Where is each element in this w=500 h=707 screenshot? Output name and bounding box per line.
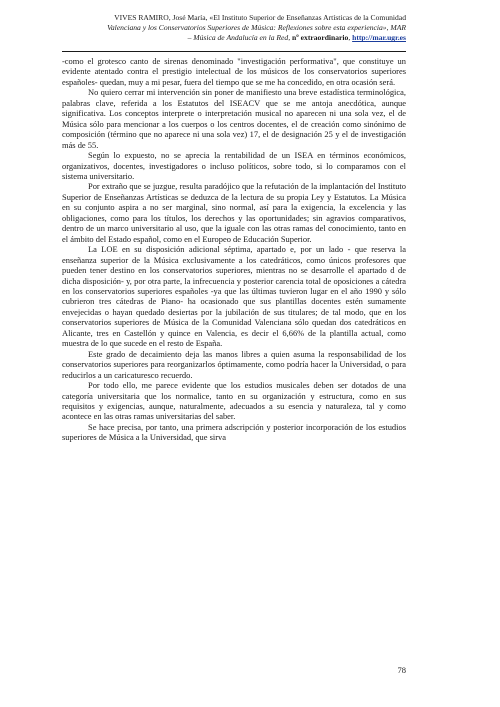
paragraph: La LOE en su disposición adicional séptima, apartado e, por un lado - que reserva la enseñanza superior de la Música exclusivamente a los catedráticos, como únicos profesores que pueden tener destino en los conservatorios superiores, mientras no se desarrolle el apartado d de dicha disposición- y, por otra parte, la infrecuencia y posterior carencia total de oposiciones a cátedra en los conservatorios superiores españoles -ya que las últimas tuvieron lugar en el año 1990 y sólo cubrieron tres cátedras de Piano- ha ocasionado que sus plantillas docentes estén sumamente envejecidas o hayan quedado desiertas por la jubilación de sus titulares; de tal modo, que en los conservatorios superiores de Música de la Comunidad Valenciana sólo quedan dos catedráticos en Alicante, tres en Castellón y quince en Valencia, es decir el 6,66% de la plantilla actual, como muestra de lo que sucede en el resto de España. (62, 244, 406, 349)
body-text (62, 56, 406, 443)
header-title-line (62, 23, 406, 33)
paragraph: -como el grotesco canto de sirenas denominado "investigación performativa", que constituye un evidente atentado contra el prestigio intelectual de los músicos de los conservatorios superiores españoles- quedan, muy a mi pesar, fuera del tiempo que se me ha concedido, en otra ocasión será. (62, 56, 406, 87)
header-journal-name: MAR (390, 23, 406, 33)
page-number: 78 (397, 665, 406, 675)
header-url-link[interactable]: http://mar.ugr.es (352, 33, 406, 43)
header-rule (62, 51, 406, 52)
running-header (62, 13, 406, 44)
header-citation-line1: VIVES RAMIRO, José María, «El Instituto Superior de Enseñanzas Artísticas de la Comunidad (114, 13, 406, 22)
paragraph: Este grado de decaimiento deja las manos libres a quien asuma la responsabilidad de los conservatorios superiores para reorganizarlos óptimamente, como podría hacer la Universidad, o para reducirlos a un caricaturesco recuerdo. (62, 348, 406, 380)
header-author-line (62, 13, 406, 23)
paragraph: No quiero cerrar mi intervención sin poner de manifiesto una breve estadística terminológica, palabras clave, referida a los Estatutos del ISEACV que se me antoja anecdótica, aunque significativa. Los conceptos interprete o interpretación musical no aparecen ni una sola vez, el de Música sólo para mencionar a los cuerpos o los centros docentes, el de creación como sinónimo de composición (término que no aparece ni una sola vez) 17, el de designación 25 y el de investigación más de 55. (62, 87, 406, 150)
paragraph: Se hace precisa, por tanto, una primera adscripción y posterior incorporación de los estudios superiores de Música a la Universidad, que sirva (62, 421, 406, 443)
header-citation-line2: Valenciana y los Conservatorios Superiores de Música: Reflexiones sobre esta experiencia», (107, 23, 391, 33)
paragraph: Por extraño que se juzgue, resulta paradójico que la refutación de la implantación del Instituto Superior de Enseñanzas Artísticas se deduzca de la lectura de su propia Ley y Estatutos. La Música en su conjunto aspira a no ser marginal, sino normal, así para la exigencia, la excelencia y las obligaciones, como para los títulos, los derechos y las oportunidades; sin agravios comparativos, dentro de un marco universitario al uso, que la iguale con las otras ramas del conocimiento, tanto en el ámbito del Estado español, como en el Europeo de Educación Superior. (62, 181, 406, 244)
header-issue: nº extraordinario (292, 33, 349, 43)
paragraph: Según lo expuesto, no se aprecia la rentabilidad de un ISEA en términos económicos, organizativos, docentes, investigadores o incluso políticos, sobre todo, si lo comparamos con el sistema universitario. (62, 150, 406, 181)
header-journal-line (62, 33, 406, 43)
header-journal-subtitle: – Música de Andalucía en la Red, (187, 33, 293, 43)
header-separator: , (348, 33, 353, 43)
paragraph: Por todo ello, me parece evidente que los estudios musicales deben ser dotados de una categoría universitaria que los normalice, tanto en su organización y estructura, como en sus requisitos y exigencias, aunque, naturalmente, adecuados a su esencia y naturaleza, tal y como acontece en las otras ramas universitarias del saber. (62, 380, 406, 422)
